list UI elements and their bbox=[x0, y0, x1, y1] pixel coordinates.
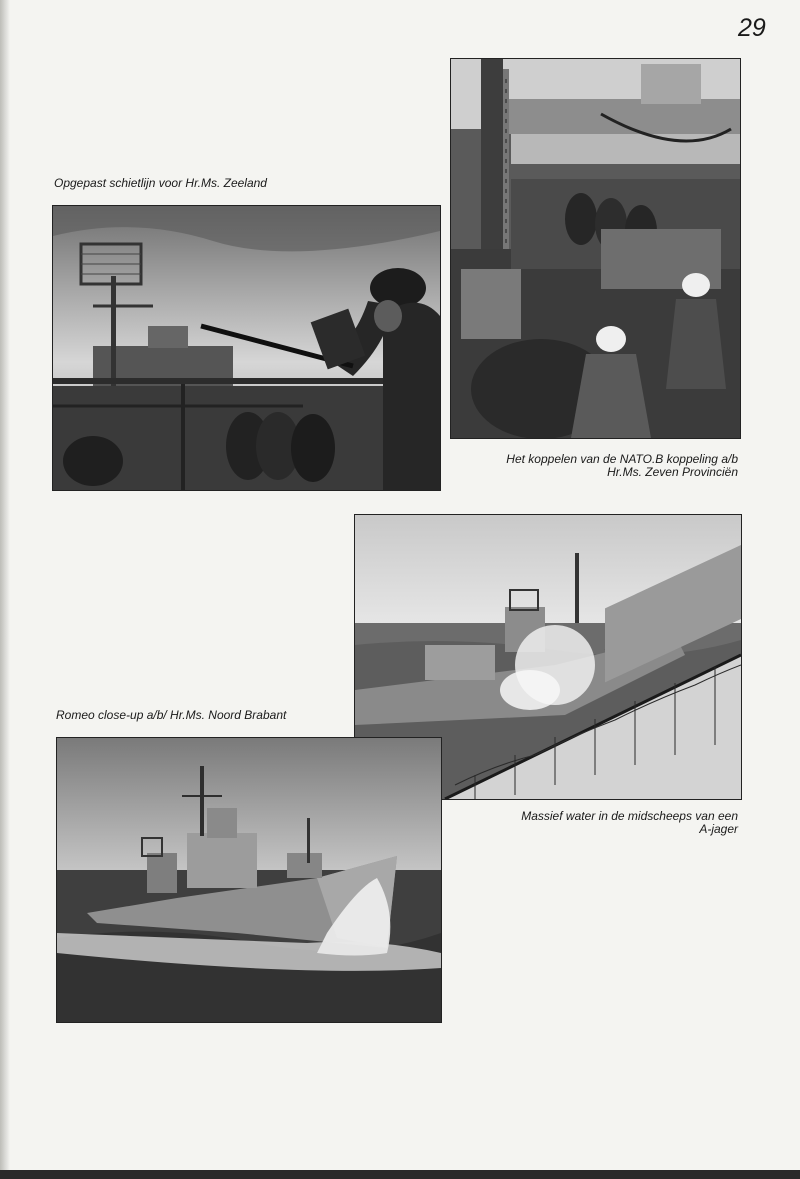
caption-romeo: Romeo close-up a/b/ Hr.Ms. Noord Brabant bbox=[56, 708, 287, 722]
caption-line-2: A-jager bbox=[699, 822, 738, 836]
caption-nato-coupling bbox=[440, 453, 738, 479]
photo-nato-coupling bbox=[450, 58, 741, 439]
photo-noord-brabant bbox=[56, 737, 442, 1023]
photo-line-throwing-sailor bbox=[52, 205, 441, 491]
binding-shadow bbox=[0, 0, 10, 1179]
caption-a-jager bbox=[440, 810, 738, 836]
caption-line-1: Het koppelen van de NATO.B koppeling a/b bbox=[506, 452, 738, 466]
caption-line-1: Massief water in de midscheeps van een bbox=[521, 809, 738, 823]
caption-zeeland: Opgepast schietlijn voor Hr.Ms. Zeeland bbox=[54, 176, 267, 190]
caption-line-2: Hr.Ms. Zeven Provinciën bbox=[607, 465, 738, 479]
page-bottom-edge bbox=[0, 1170, 800, 1179]
page-number: 29 bbox=[738, 14, 766, 42]
